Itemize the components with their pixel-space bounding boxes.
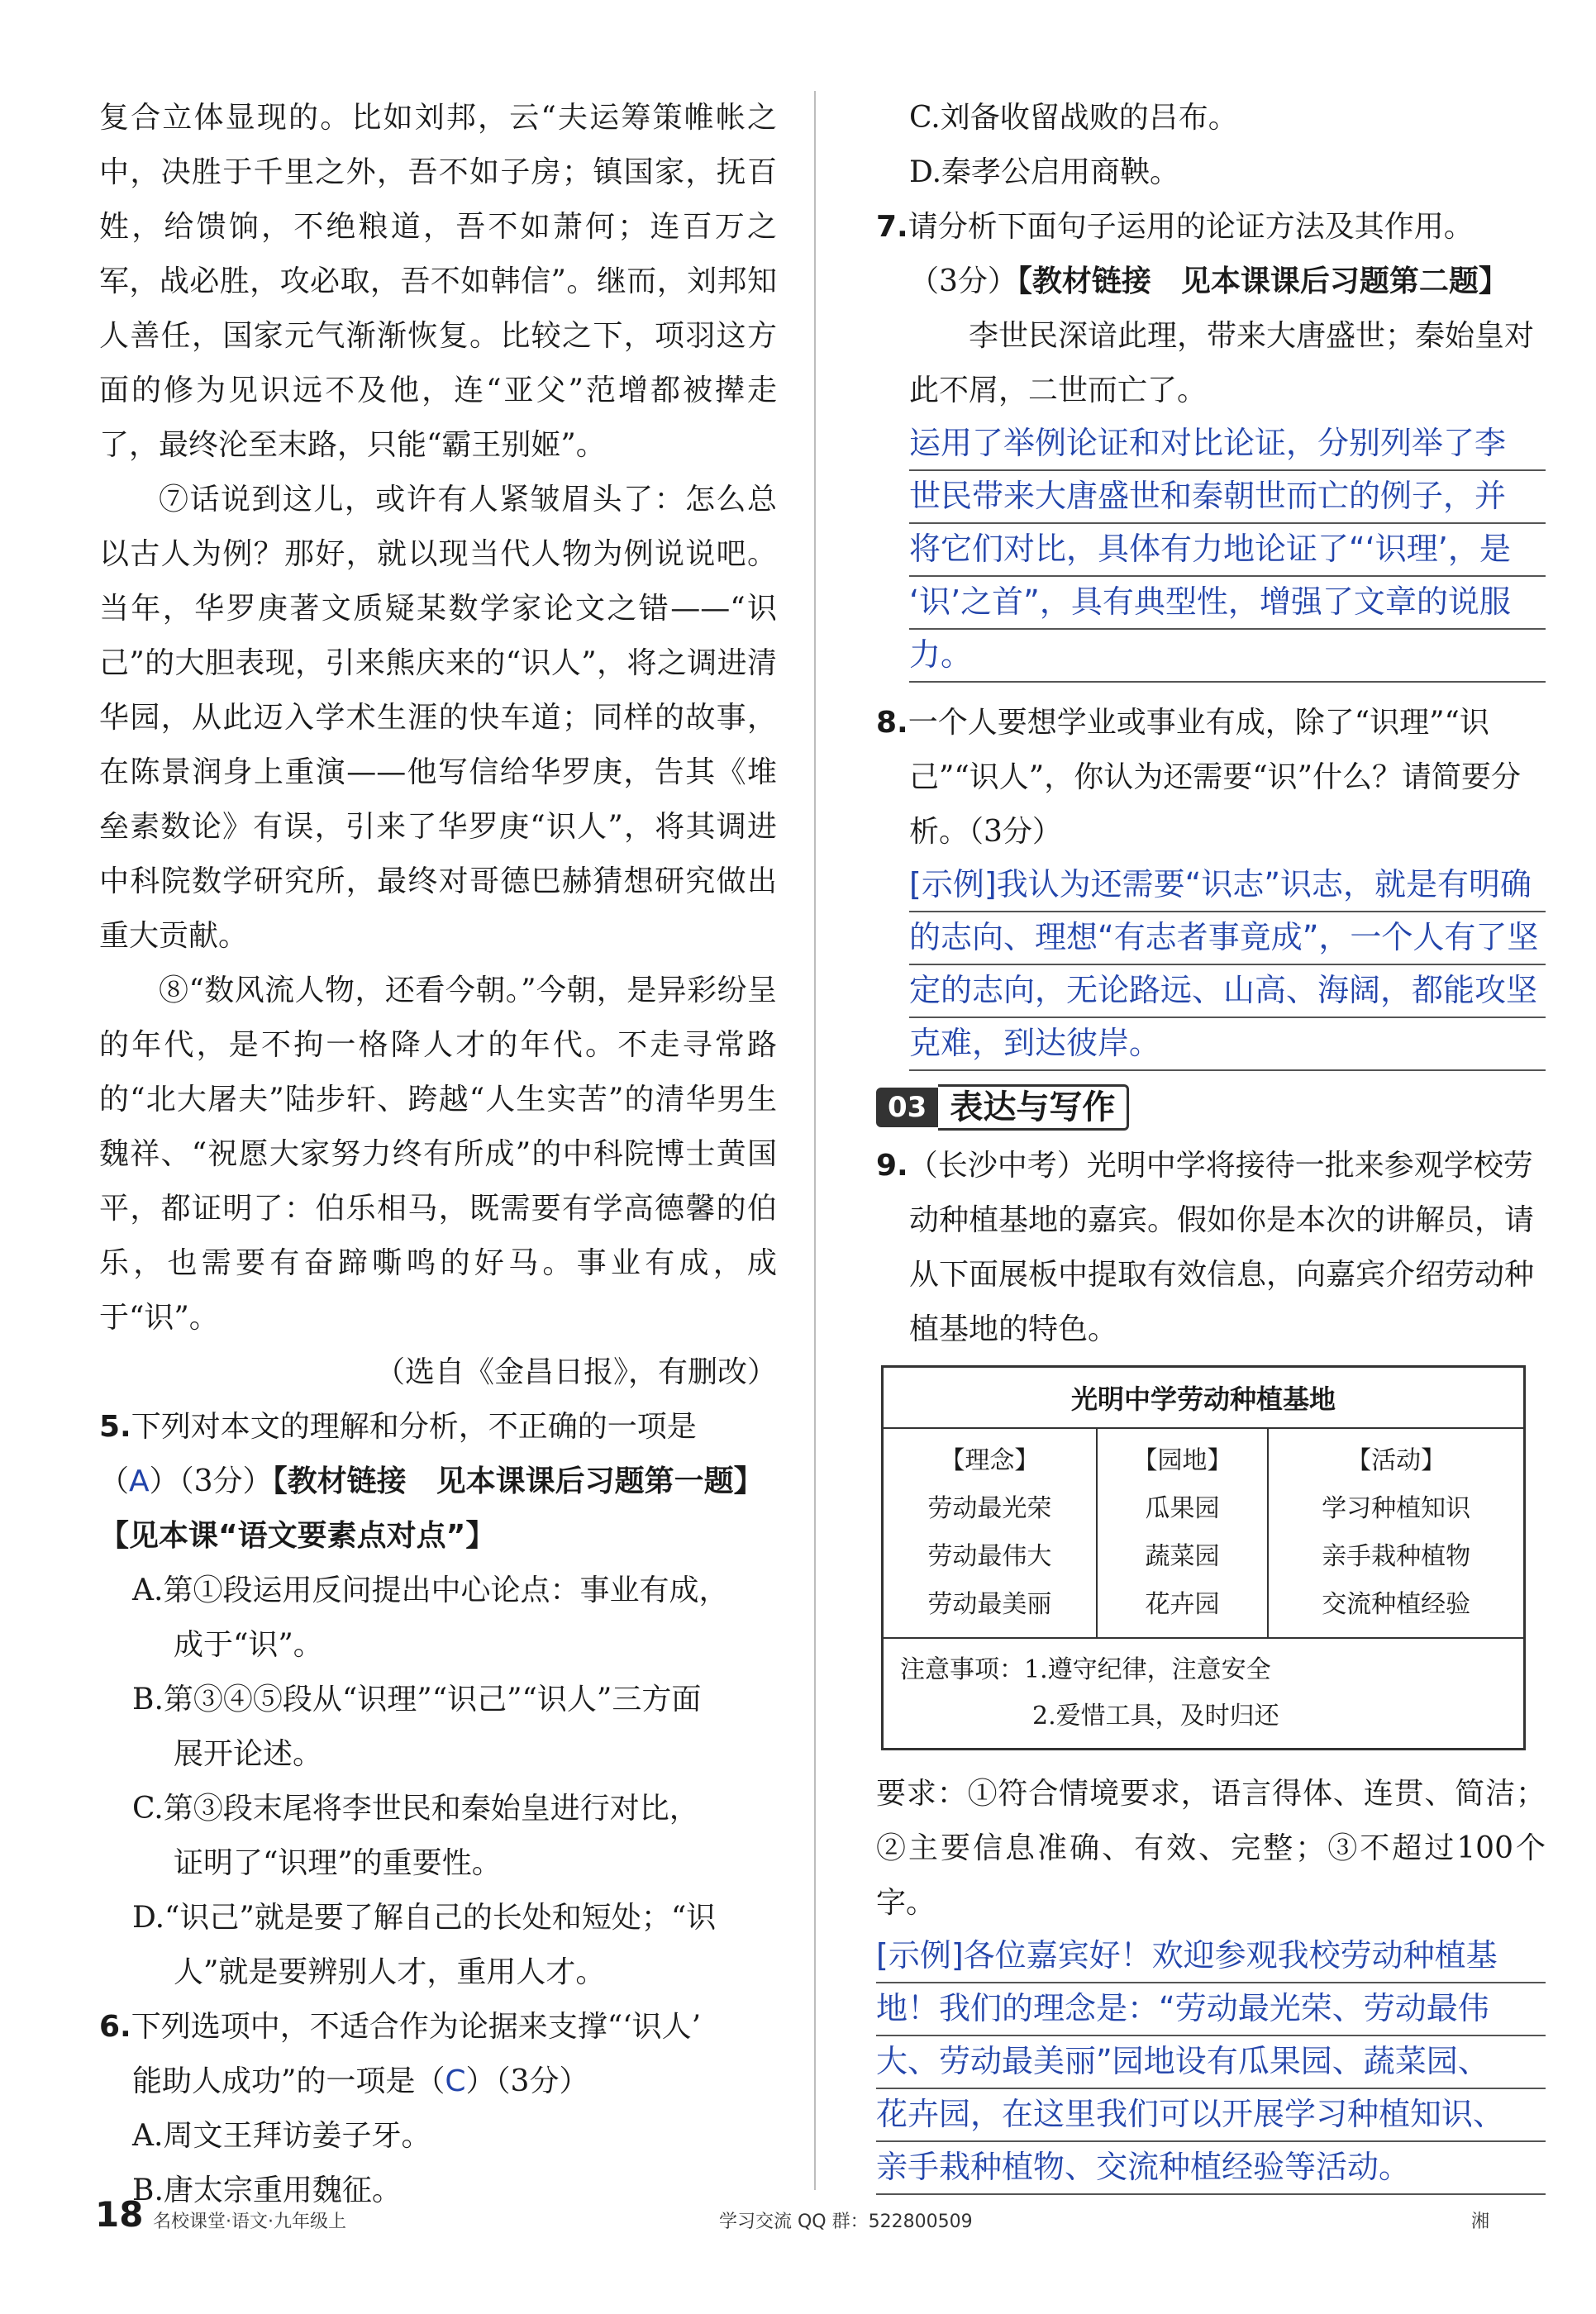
- activity-item: 学习种植知识: [1322, 1494, 1471, 1523]
- question-9-requirement: 要求：①符合情境要求，语言得体、连贯、简洁；②主要信息准确、有效、完整；③不超过100个字。: [876, 1777, 1546, 1920]
- activity-heading: 【活动】: [1346, 1446, 1446, 1475]
- notes-line2: 2.爱惜工具，及时归还: [1032, 1702, 1279, 1731]
- activity-item: 亲手栽种植物: [1322, 1542, 1471, 1571]
- option-b-line1: B.第③④⑤段从“识理”“识己”“识人”三方面: [132, 1683, 702, 1716]
- question-7: [876, 200, 1546, 683]
- option-c-line2: 证明了“识理”的重要性。: [174, 1846, 502, 1880]
- notes-line1: 注意事项：1.遵守纪律，注意安全: [900, 1655, 1271, 1684]
- option-d: [99, 1891, 777, 2000]
- q6-option-c: C.刘备收留战败的吕布。: [909, 101, 1238, 135]
- paragraph-8: ⑧“数风流人物，还看今朝。”今朝，是异彩纷呈的年代，是不拘一格降人才的年代。不走寻常路的“北大屠夫”陆步轩、跨越“人生实苦”的清华男生魏祥、“祝愿大家努力终有所成”的中科院博士黄国平，都证明了：伯乐相马，既需要有学高德馨的伯乐，也需要有奋蹄嘶鸣的好马。事业有成，成于“识”。: [99, 974, 777, 1335]
- concept-item: 劳动最伟大: [927, 1542, 1052, 1571]
- question-6-answer: C: [445, 2064, 466, 2098]
- option-a-line2: 成于“识”。: [174, 1628, 323, 1662]
- section-header: [876, 1084, 1546, 1131]
- option-d-line1: D.“识己”就是要了解自己的长处和短处；“识: [132, 1901, 717, 1935]
- board-title: 光明中学劳动种植基地: [883, 1367, 1525, 1429]
- q6-option-d: D.秦孝公启用商鞅。: [909, 155, 1180, 189]
- question-7-answer: [876, 418, 1546, 683]
- paren-open: （: [99, 1464, 130, 1498]
- q6-option-b: B.唐太宗重用魏征。: [132, 2174, 402, 2207]
- question-9-answer: [876, 1931, 1546, 2195]
- display-board: [881, 1365, 1526, 1750]
- garden-heading: 【园地】: [1132, 1446, 1232, 1475]
- question-5-number: 5.: [99, 1410, 131, 1444]
- book-title: 名校课堂·语文·九年级上: [153, 2212, 346, 2232]
- board-concept-column: [883, 1428, 1097, 1638]
- answer-line: [示例]我认为还需要“识志”识志，就是有明确: [909, 859, 1546, 912]
- option-b: [99, 1673, 777, 1782]
- board-notes: [883, 1638, 1525, 1750]
- question-8-stem: 一个人要想学业或事业有成，除了“识理”“识己”“识人”，你认为还需要“识”什么？请简要分析。（3分）: [908, 706, 1522, 849]
- question-7-stem: 请分析下面句子运用的论证方法及其作用。: [908, 210, 1474, 244]
- answer-line: 克难，到达彼岸。: [909, 1018, 1546, 1071]
- question-8: [876, 696, 1546, 1071]
- answer-line: 力。: [909, 630, 1546, 683]
- board-activity-column: [1268, 1428, 1524, 1638]
- answer-line: 将它们对比，具体有力地论证了“‘识理’，是: [909, 524, 1546, 577]
- answer-line: 地！我们的理念是：“劳动最光荣、劳动最伟: [876, 1983, 1546, 2036]
- answer-line: 大、劳动最美丽”园地设有瓜果园、蔬菜园、: [876, 2036, 1546, 2089]
- question-9-stem: （长沙中考）光明中学将接待一批来参观学校劳动种植基地的嘉宾。假如你是本次的讲解员，请从下面展板中提取有效信息，向嘉宾介绍劳动种植基地的特色。: [908, 1149, 1535, 1346]
- concept-item: 劳动最光荣: [927, 1494, 1052, 1523]
- question-6-score: ）（3分）: [465, 2064, 589, 2098]
- option-a: [99, 1564, 777, 1673]
- answer-line: ‘识’之首”，具有典型性，增强了文章的说服: [909, 577, 1546, 630]
- question-7-textbook-tag: 【教材链接 见本课课后习题第二题】: [1017, 264, 1508, 298]
- answer-line: 花卉园，在这里我们可以开展学习种植知识、: [876, 2089, 1546, 2142]
- section-title: 表达与写作: [938, 1084, 1129, 1131]
- answer-line: 运用了举例论证和对比论证，分别列举了李: [909, 418, 1546, 471]
- question-5-stem: 下列对本文的理解和分析，不正确的一项是: [131, 1410, 697, 1444]
- paren-close-score: ）（3分）: [149, 1464, 273, 1498]
- right-column: [876, 91, 1546, 2195]
- question-6-stem-line1: 下列选项中，不适合作为论据来支撑“‘识人’: [131, 2010, 702, 2044]
- answer-line: 的志向、理想“有志者事竟成”，一个人有了坚: [909, 912, 1546, 965]
- page-footer: [0, 2194, 1596, 2244]
- question-5-answer: A: [129, 1464, 150, 1498]
- question-5-element-tag: 【见本课“语文要素点对点”】: [99, 1519, 496, 1553]
- question-5: [99, 1400, 777, 2000]
- question-5-textbook-tag: 【教材链接 见本课课后习题第一题】: [272, 1464, 764, 1498]
- concept-item: 劳动最美丽: [927, 1590, 1052, 1619]
- answer-line: 世民带来大唐盛世和秦朝世而亡的例子，并: [909, 471, 1546, 524]
- q6-option-a: A.周文王拜访姜子牙。: [132, 2119, 431, 2153]
- option-b-line2: 展开论述。: [174, 1737, 323, 1771]
- board-garden-column: [1097, 1428, 1268, 1638]
- option-c-line1: C.第③段末尾将李世民和秦始皇进行对比，: [132, 1792, 699, 1826]
- option-d-line2: 人”就是要辨别人才，重用人才。: [174, 1955, 606, 1989]
- concept-heading: 【理念】: [940, 1446, 1040, 1475]
- question-8-answer: [876, 859, 1546, 1071]
- answer-line: [示例]各位嘉宾好！欢迎参观我校劳动种植基: [876, 1931, 1546, 1983]
- activity-item: 交流种植经验: [1322, 1590, 1471, 1619]
- question-9: [876, 1139, 1546, 2195]
- garden-item: 花卉园: [1145, 1590, 1220, 1619]
- paragraph-7: ⑦话说到这儿，或许有人紧皱眉头了：怎么总以古人为例？那好，就以现当代人物为例说说吧。当年，华罗庚著文质疑某数学家论文之错——“识己”的大胆表现，引来熊庆来的“识人”，将之调进清华园，从此迈入学术生涯的快车道；同样的故事，在陈景润身上重演——他写信给华罗庚，告其《堆垒素数论》有误，引来了华罗庚“识人”，将其调进中科院数学研究所，最终对哥德巴赫猜想研究做出重大贡献。: [99, 483, 777, 953]
- answer-line: 亲手栽种植物、交流种植经验等活动。: [876, 2142, 1546, 2195]
- qq-group: 学习交流 QQ 群：522800509: [719, 2212, 973, 2232]
- question-7-score: （3分）: [909, 264, 1017, 298]
- column-divider: [814, 91, 816, 2190]
- garden-item: 瓜果园: [1145, 1494, 1220, 1523]
- region-mark: 湘: [1471, 2212, 1490, 2232]
- question-8-number: 8.: [876, 706, 908, 740]
- section-number: 03: [876, 1088, 938, 1127]
- question-7-quote: 李世民深谙此理，带来大唐盛世；秦始皇对此不屑，二世而亡了。: [909, 319, 1535, 407]
- question-7-number: 7.: [876, 210, 908, 244]
- answer-line: 定的志向，无论路远、山高、海阔，都能攻坚: [909, 965, 1546, 1018]
- option-c: [99, 1782, 777, 1891]
- left-column: [99, 91, 777, 2218]
- garden-item: 蔬菜园: [1145, 1542, 1220, 1571]
- paragraph-6-continued: 复合立体显现的。比如刘邦，云“夫运筹策帷帐之中，决胜于千里之外，吾不如子房；镇国家，抚百姓，给馈饷，不绝粮道，吾不如萧何；连百万之军，战必胜，攻必取，吾不如韩信”。继而，刘邦知人善任，国家元气渐渐恢复。比较之下，项羽这方面的修为见识远不及他，连“亚父”范增都被撵走了，最终沦至末路，只能“霸王别姬”。: [99, 101, 777, 462]
- page-number: 18: [95, 2194, 144, 2235]
- question-6: [99, 2000, 777, 2218]
- question-6-number: 6.: [99, 2010, 131, 2044]
- option-a-line1: A.第①段运用反问提出中心论点：事业有成，: [132, 1574, 729, 1607]
- source-citation: （选自《金昌日报》，有删改）: [374, 1355, 777, 1389]
- question-6-stem-line2: 能助人成功”的一项是（: [132, 2064, 445, 2098]
- question-9-number: 9.: [876, 1149, 908, 1183]
